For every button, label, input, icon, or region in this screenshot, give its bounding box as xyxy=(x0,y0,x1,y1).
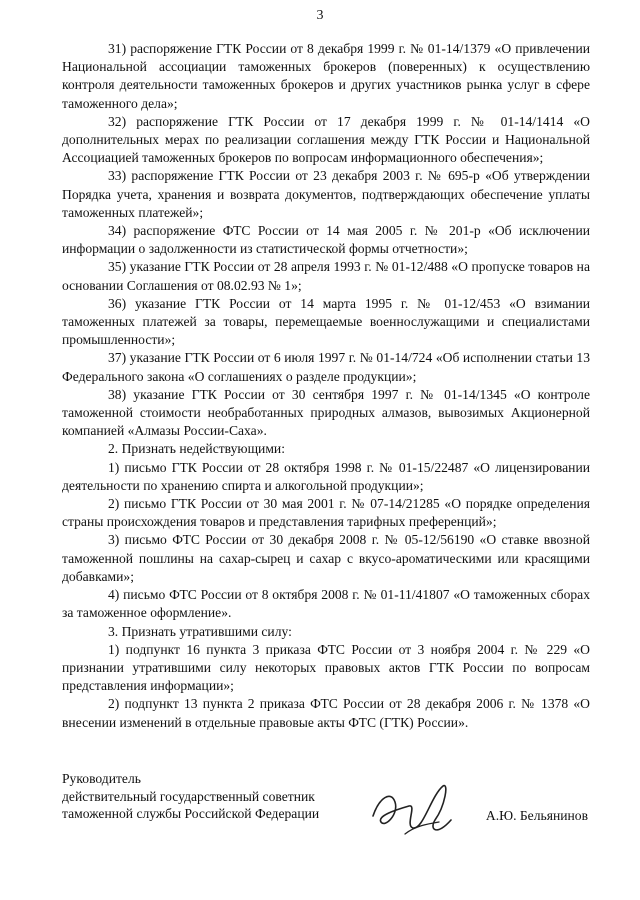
list-item: 37) указание ГТК России от 6 июля 1997 г. № 01-14/724 «Об исполнении статьи 13 Федерального закона «О соглашениях о разделе продукции»; xyxy=(62,350,590,384)
document-body xyxy=(62,40,590,732)
handwritten-signature xyxy=(365,776,475,851)
list-item: 3) письмо ФТС России от 30 декабря 2008 г. № 05-12/56190 «О ставке ввозной таможенной пошлины на сахар-сырец и сахар с вкусо-ароматическими или красящими добавками»; xyxy=(62,532,590,584)
section-2-heading: 2. Признать недействующими: xyxy=(108,441,285,457)
list-item: 31) распоряжение ГТК России от 8 декабря 1999 г. № 01-14/1379 «О привлечении Национальной ассоциации таможенных брокеров (поверенных) к осуществлению контроля деятельности таможенных брокеров и других участников рынка услуг в сфере таможенного дела»; xyxy=(62,41,590,111)
list-item: 2) подпункт 13 пункта 2 приказа ФТС России от 28 декабря 2006 г. № 1378 «О внесении изменений в отдельные правовые акты ФТС (ГТК) России». xyxy=(62,696,590,730)
signature-line: Руководитель xyxy=(62,771,141,786)
list-item: 33) распоряжение ГТК России от 23 декабря 2003 г. № 695-р «Об утверждении Порядка учета, хранения и возврата документов, подтверждающих обеспечение уплаты таможенных платежей»; xyxy=(62,168,590,220)
list-item: 1) подпункт 16 пункта 3 приказа ФТС России от 3 ноября 2004 г. № 229 «О признании утратившими силу некоторых правовых актов ГТК России по вопросам представления информации»; xyxy=(62,641,590,694)
list-item: 35) указание ГТК России от 28 апреля 1993 г. № 01-12/488 «О пропуске товаров на основании Соглашения от 08.02.93 № 1»; xyxy=(62,259,590,293)
list-item: 32) распоряжение ГТК России от 17 декабря 1999 г. № 01-14/1414 «О дополнительных мерах по реализации соглашения между ГТК России и Национальной Ассоциацией таможенных брокеров по вопросам информационного обеспечения»; xyxy=(62,113,590,166)
section-3-heading: 3. Признать утратившими силу: xyxy=(108,623,292,639)
list-item: 4) письмо ФТС России от 8 октября 2008 г. № 01-11/41807 «О таможенных сборах за таможенное оформление». xyxy=(62,587,590,621)
signature-line: таможенной службы Российской Федерации xyxy=(62,806,320,821)
list-item: 2) письмо ГТК России от 30 мая 2001 г. № 07-14/21285 «О порядке определения страны происхождения товаров и представления тарифных преференций»; xyxy=(62,496,590,530)
list-item: 38) указание ГТК России от 30 сентября 1997 г. № 01-14/1345 «О контроле таможенной стоимости необработанных природных алмазов, вывозимых Акционерной компанией «Алмазы России-Саха». xyxy=(62,386,590,439)
signatory-name: А.Ю. Бельянинов xyxy=(485,808,588,823)
list-item: 1) письмо ГТК России от 28 октября 1998 г. № 01-15/22487 «О лицензировании деятельности по хранению спирта и алкогольной продукции»; xyxy=(62,459,590,493)
list-item: 36) указание ГТК России от 14 марта 1995 г. № 01-12/453 «О взимании таможенных платежей за товары, перемещаемые военнослужащими и специалистами промышленности»; xyxy=(62,295,590,348)
list-item: 34) распоряжение ФТС России от 14 мая 2005 г. № 201-р «Об исключении информации о задолженности из статистической формы отчетности»; xyxy=(62,223,590,257)
page-number: 3 xyxy=(316,8,324,23)
signature-line: действительный государственный советник xyxy=(62,788,315,804)
